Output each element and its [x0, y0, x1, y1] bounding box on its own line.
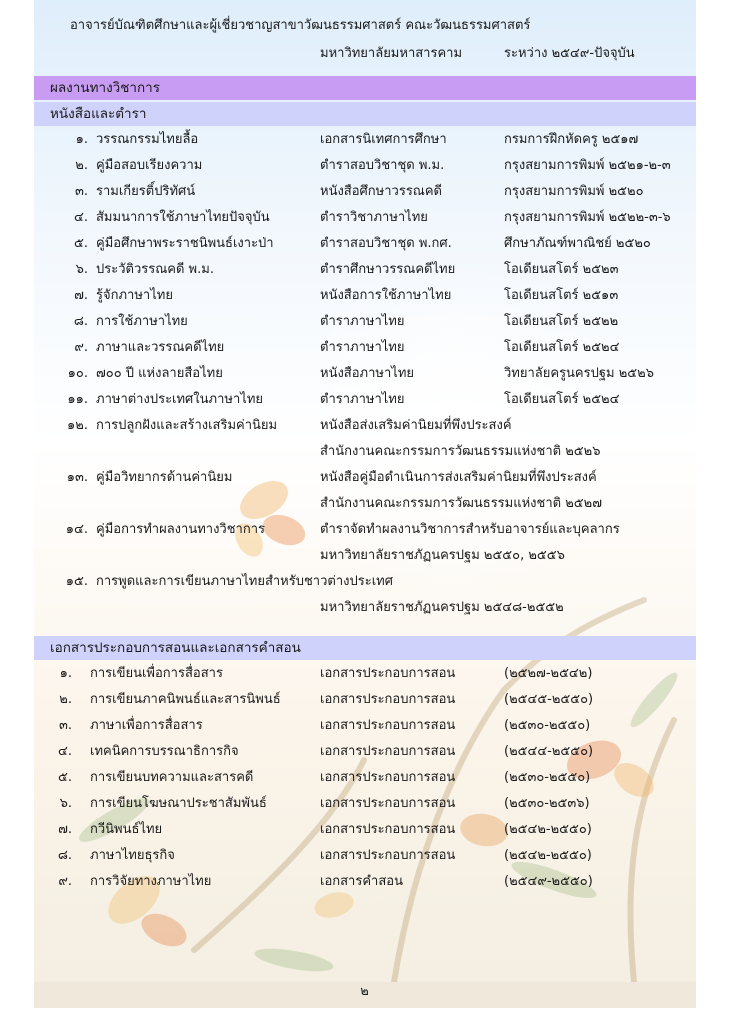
teaching-type: เอกสารประกอบการสอน	[320, 666, 456, 681]
book-type: ตำราจัดทำผลงานวิชาการสำหรับอาจารย์และบุคลากร	[320, 522, 620, 537]
book-number: ๑๐.	[67, 366, 88, 381]
book-number: ๘.	[73, 314, 88, 329]
book-publisher: กรุงสยามการพิมพ์ ๒๕๒๐	[504, 184, 644, 199]
teaching-years: (๒๕๔๒-๒๕๕๐)	[504, 822, 592, 837]
teaching-title: การเขียนเพื่อการสื่อสาร	[90, 666, 223, 681]
teaching-title: การเขียนบทความและสารคดี	[90, 770, 254, 785]
teaching-years: (๒๕๓๐-๒๕๓๖)	[504, 796, 590, 811]
book-title: คู่มือวิทยากรด้านค่านิยม	[96, 470, 233, 485]
document-content	[34, 0, 696, 982]
book-type: ตำราวิชาภาษาไทย	[320, 210, 428, 225]
book-type: ตำราศึกษาวรรณคดีไทย	[320, 262, 456, 277]
teaching-type: เอกสารประกอบการสอน	[320, 770, 456, 785]
teaching-years: (๒๕๓๐-๒๕๕๐)	[504, 718, 591, 733]
teaching-title: ภาษาเพื่อการสื่อสาร	[90, 718, 203, 733]
book-type: ตำราภาษาไทย	[320, 340, 405, 355]
book-number: ๓.	[74, 184, 88, 199]
book-publisher: โอเดียนสโตร์ ๒๕๒๒	[504, 314, 619, 329]
book-type: ตำราสอบวิชาชุด พ.กศ.	[320, 236, 452, 251]
book-number: ๔.	[74, 210, 88, 225]
book-publisher-continued: สำนักงานคณะกรรมการวัฒนธรรมแห่งชาติ ๒๕๒๖	[320, 444, 601, 459]
book-type: หนังสือภาษาไทย	[320, 366, 415, 381]
teaching-number: ๗.	[58, 822, 72, 837]
teaching-title: การเขียนโฆษณาประชาสัมพันธ์	[90, 796, 267, 811]
book-number: ๑๒.	[67, 418, 88, 433]
section-heading-academic: ผลงานทางวิชาการ	[34, 76, 696, 100]
teaching-years: (๒๕๒๗-๒๕๔๒)	[504, 666, 593, 681]
teaching-type: เอกสารประกอบการสอน	[320, 692, 456, 707]
book-title: ภาษาและวรรณคดีไทย	[96, 340, 225, 355]
teaching-number: ๑.	[59, 666, 72, 681]
book-type: หนังสือส่งเสริมค่านิยมที่พึงประสงค์	[320, 418, 512, 433]
book-publisher: วิทยาลัยครูนครปฐม ๒๕๒๖	[504, 366, 654, 381]
page-number: ๒	[360, 984, 369, 999]
header-institution: มหาวิทยาลัยมหาสารคาม	[320, 46, 463, 61]
document-page	[34, 0, 696, 982]
teaching-title: ภาษาไทยธุรกิจ	[90, 848, 175, 863]
book-number: ๑๓.	[66, 470, 88, 485]
book-publisher: โอเดียนสโตร์ ๒๕๒๓	[504, 262, 619, 277]
book-type: เอกสารนิเทศการศึกษา	[320, 132, 447, 147]
book-title: ประวัติวรรณคดี พ.ม.	[96, 262, 214, 277]
book-number: ๙.	[74, 340, 88, 355]
book-type: หนังสือคู่มือดำเนินการส่งเสริมค่านิยมที่พึงประสงค์	[320, 470, 597, 485]
book-title: ๗๐๐ ปี แห่งลายสือไทย	[96, 366, 223, 381]
teaching-title: กวีนิพนธ์ไทย	[90, 822, 163, 837]
book-publisher: ศึกษาภัณฑ์พาณิชย์ ๒๕๒๐	[504, 236, 651, 251]
book-number: ๑๕.	[65, 574, 88, 589]
book-publisher: กรุงสยามการพิมพ์ ๒๕๒๒-๓-๖	[504, 210, 671, 225]
book-number: ๑.	[75, 132, 88, 147]
book-publisher: โอเดียนสโตร์ ๒๕๒๔	[504, 392, 620, 407]
header-line: อาจารย์บัณฑิตศึกษาและผู้เชี่ยวชาญสาขาวัฒนธรรมศาสตร์ คณะวัฒนธรรมศาสตร์	[70, 18, 531, 33]
book-title: คู่มือการทำผลงานทางวิชาการ	[96, 522, 266, 537]
teaching-title: การวิจัยทางภาษาไทย	[90, 874, 212, 889]
book-number: ๗.	[74, 288, 88, 303]
teaching-type: เอกสารประกอบการสอน	[320, 718, 456, 733]
teaching-type: เอกสารประกอบการสอน	[320, 822, 456, 837]
book-title: วรรณกรรมไทยลื้อ	[96, 132, 199, 147]
book-publisher: กรุงสยามการพิมพ์ ๒๕๒๑-๒-๓	[504, 158, 671, 173]
book-type: ตำราภาษาไทย	[320, 392, 405, 407]
teaching-years: (๒๕๔๒-๒๕๕๐)	[504, 848, 592, 863]
teaching-years: (๒๕๔๕-๒๕๕๐)	[504, 692, 594, 707]
section-heading-teaching: เอกสารประกอบการสอนและเอกสารคำสอน	[34, 636, 696, 660]
book-publisher: โอเดียนสโตร์ ๒๕๒๔	[504, 340, 620, 355]
teaching-number: ๘.	[57, 848, 72, 863]
book-publisher: กรมการฝึกหัดครู ๒๕๑๗	[504, 132, 639, 147]
book-number: ๑๔.	[65, 522, 88, 537]
section-heading-books: หนังสือและตำรา	[34, 102, 696, 126]
teaching-number: ๕.	[58, 770, 72, 785]
book-title: รู้จักภาษาไทย	[96, 288, 173, 303]
book-number: ๑๑.	[67, 392, 88, 407]
book-publisher-continued: สำนักงานคณะกรรมการวัฒนธรรมแห่งชาติ ๒๕๒๗	[320, 496, 602, 511]
book-number: ๕.	[74, 236, 88, 251]
book-title: การใช้ภาษาไทย	[96, 314, 188, 329]
teaching-type: เอกสารประกอบการสอน	[320, 744, 456, 759]
teaching-title: เทคนิคการบรรณาธิการกิจ	[90, 744, 239, 759]
book-number: ๖.	[75, 262, 88, 277]
book-type: หนังสือศึกษาวรรณคดี	[320, 184, 443, 199]
teaching-number: ๖.	[59, 796, 72, 811]
book-title: การปลูกฝังและสร้างเสริมค่านิยม	[96, 418, 278, 433]
book-type: ตำราภาษาไทย	[320, 314, 405, 329]
book-type: หนังสือการใช้ภาษาไทย	[320, 288, 452, 303]
teaching-type: เอกสารคำสอน	[320, 874, 403, 889]
teaching-title: การเขียนภาคนิพนธ์และสารนิพนธ์	[90, 692, 281, 707]
book-title: คู่มือสอบเรียงความ	[96, 158, 203, 173]
teaching-years: (๒๕๔๔-๒๕๕๐)	[504, 744, 594, 759]
book-publisher-continued: มหาวิทยาลัยราชภัฏนครปฐม ๒๕๔๘-๒๕๕๒	[320, 600, 564, 615]
book-title: สัมมนาการใช้ภาษาไทยปัจจุบัน	[96, 210, 270, 225]
teaching-number: ๔.	[58, 744, 72, 759]
teaching-type: เอกสารประกอบการสอน	[320, 796, 456, 811]
book-title: การพูดและการเขียนภาษาไทยสำหรับชาวต่างประเทศ	[96, 574, 393, 589]
book-title: คู่มือศึกษาพระราชนิพนธ์เงาะป่า	[96, 236, 274, 251]
teaching-type: เอกสารประกอบการสอน	[320, 848, 456, 863]
teaching-number: ๙.	[58, 874, 72, 889]
book-publisher: โอเดียนสโตร์ ๒๕๑๓	[504, 288, 619, 303]
book-title: รามเกียรติ์ปริทัศน์	[96, 184, 196, 199]
teaching-years: (๒๕๓๐-๒๕๕๐)	[504, 770, 591, 785]
book-title: ภาษาต่างประเทศในภาษาไทย	[96, 392, 264, 407]
teaching-number: ๓.	[58, 718, 72, 733]
book-type: ตำราสอบวิชาชุด พ.ม.	[320, 158, 445, 173]
book-publisher-continued: มหาวิทยาลัยราชภัฏนครปฐม ๒๕๕๐, ๒๕๕๖	[320, 548, 565, 563]
teaching-years: (๒๕๔๙-๒๕๕๐)	[504, 874, 593, 889]
header-period: ระหว่าง ๒๕๔๙-ปัจจุบัน	[504, 46, 635, 61]
book-number: ๒.	[75, 158, 88, 173]
teaching-number: ๒.	[59, 692, 72, 707]
